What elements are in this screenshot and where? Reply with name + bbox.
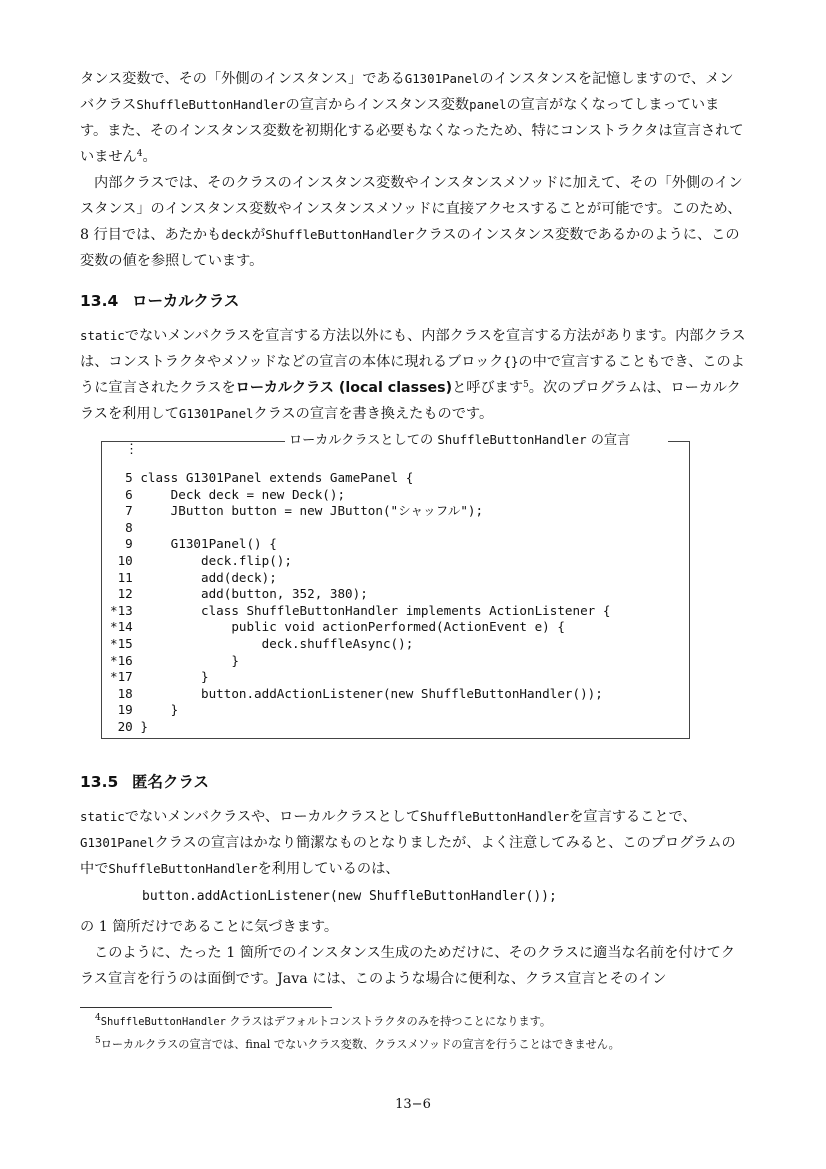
vertical-ellipsis: ⋮ [125, 442, 138, 457]
section-number: 13.5 [80, 773, 119, 791]
code-deck: deck [221, 227, 252, 242]
paragraph-one-place: の 1 箇所だけであることに気づきます。 [80, 919, 339, 935]
term-local-classes: ローカルクラス (local classes) [235, 380, 453, 396]
footnote-ref-4: 4 [136, 149, 143, 159]
section-heading-local-classes [80, 289, 239, 311]
footnote-ref-5: 5 [523, 380, 529, 390]
paragraph-anonymous-motivation: このように、たった 1 箇所でのインスタンス生成のためだけに、そのクラスに適当な名前を付けてクラス宣言を行うのは面倒です。Java には、このような場合に便利な、クラス宣言とそのイン [80, 945, 736, 987]
code-g1301panel: G1301Panel [404, 71, 480, 86]
code-shufflebuttonhandler: ShuffleButtonHandler [265, 227, 415, 242]
section-title: ローカルクラス [132, 292, 240, 310]
section-title: 匿名クラス [132, 773, 210, 791]
code-panel: panel [469, 97, 507, 112]
section-number: 13.4 [80, 292, 119, 310]
footnote-5: $^5$ローカルクラスの宣言では、final でないクラス変数、クラスメソッドの宣言を行うことはできません。 [95, 1036, 620, 1051]
code-listing-title: ローカルクラスとしての ShuffleButtonHandler の宣言 [289, 432, 631, 448]
section-heading-anonymous-classes [80, 770, 209, 792]
paragraph-outer-instance: タンス変数で、その「外側のインスタンス」であるG1301Panelのインスタンスを記憶しますので、メンバクラスShuffleButtonHandlerの宣言からインスタンス変数panelの宣言がなくなってしまっています。また、そのインスタンス変数を初期化する必要もなくなったため、特にコンストラクタは宣言されていません$^4$。 [80, 71, 744, 165]
paragraph-local-classes: staticでないメンバクラスを宣言する方法以外にも、内部クラスを宣言する方法があります。内部クラスは、コンストラクタやメソッドなどの宣言の本体に現れるブロック{}の中で宣言することもでき、このように宣言されたクラスをローカルクラス (local classes)と呼びます$^5$。次のプログラムは、ローカルクラスを利用してG1301Panelクラスの宣言を書き換えたものです。 [80, 328, 746, 422]
code-shufflebuttonhandler: ShuffleButtonHandler [136, 97, 286, 112]
code-listing-border [668, 441, 689, 442]
inline-code-line: button.addActionListener(new ShuffleButtonHandler()); [142, 889, 557, 904]
footnote-rule [80, 1007, 332, 1008]
code-listing: 5 class G1301Panel extends GamePanel { 6 Deck deck = new Deck(); 7 JButton button = new JButton("シャッフル"); 8 9 G1301Panel() { 10 deck.flip(); 11 add(deck); 12 add(button, 352, 380); *13 class ShuffleButtonHandler implements ActionListener { *14 public void actionPerformed(ActionEvent e) { *15 deck.shuffleAsync(); *16 } *17 } 18 button.addActionListener(new ShuffleButtonHandler()); 19 } 20 } [110, 470, 611, 734]
paragraph-inner-class-access: 内部クラスでは、そのクラスのインスタンス変数やインスタンスメソッドに加えて、その「外側のインスタンス」のインスタンス変数やインスタンスメソッドに直接アクセスすることが可能です。このため、8 行目では、あたかもdeckがShuffleButtonHandlerクラスのインスタンス変数であるかのように、この変数の値を参照しています。 [80, 175, 743, 269]
footnote-4: $^4$ShuffleButtonHandler クラスはデフォルトコンストラクタのみを持つことになります。 [95, 1013, 552, 1028]
paragraph-anonymous-intro: staticでないメンバクラスや、ローカルクラスとしてShuffleButtonHandlerを宣言することで、G1301Panelクラスの宣言はかなり簡潔なものとなりましたが、よく注意してみると、このプログラムの中でShuffleButtonHandlerを利用しているのは、 [80, 809, 736, 877]
page-number: 13−6 [395, 1097, 431, 1112]
